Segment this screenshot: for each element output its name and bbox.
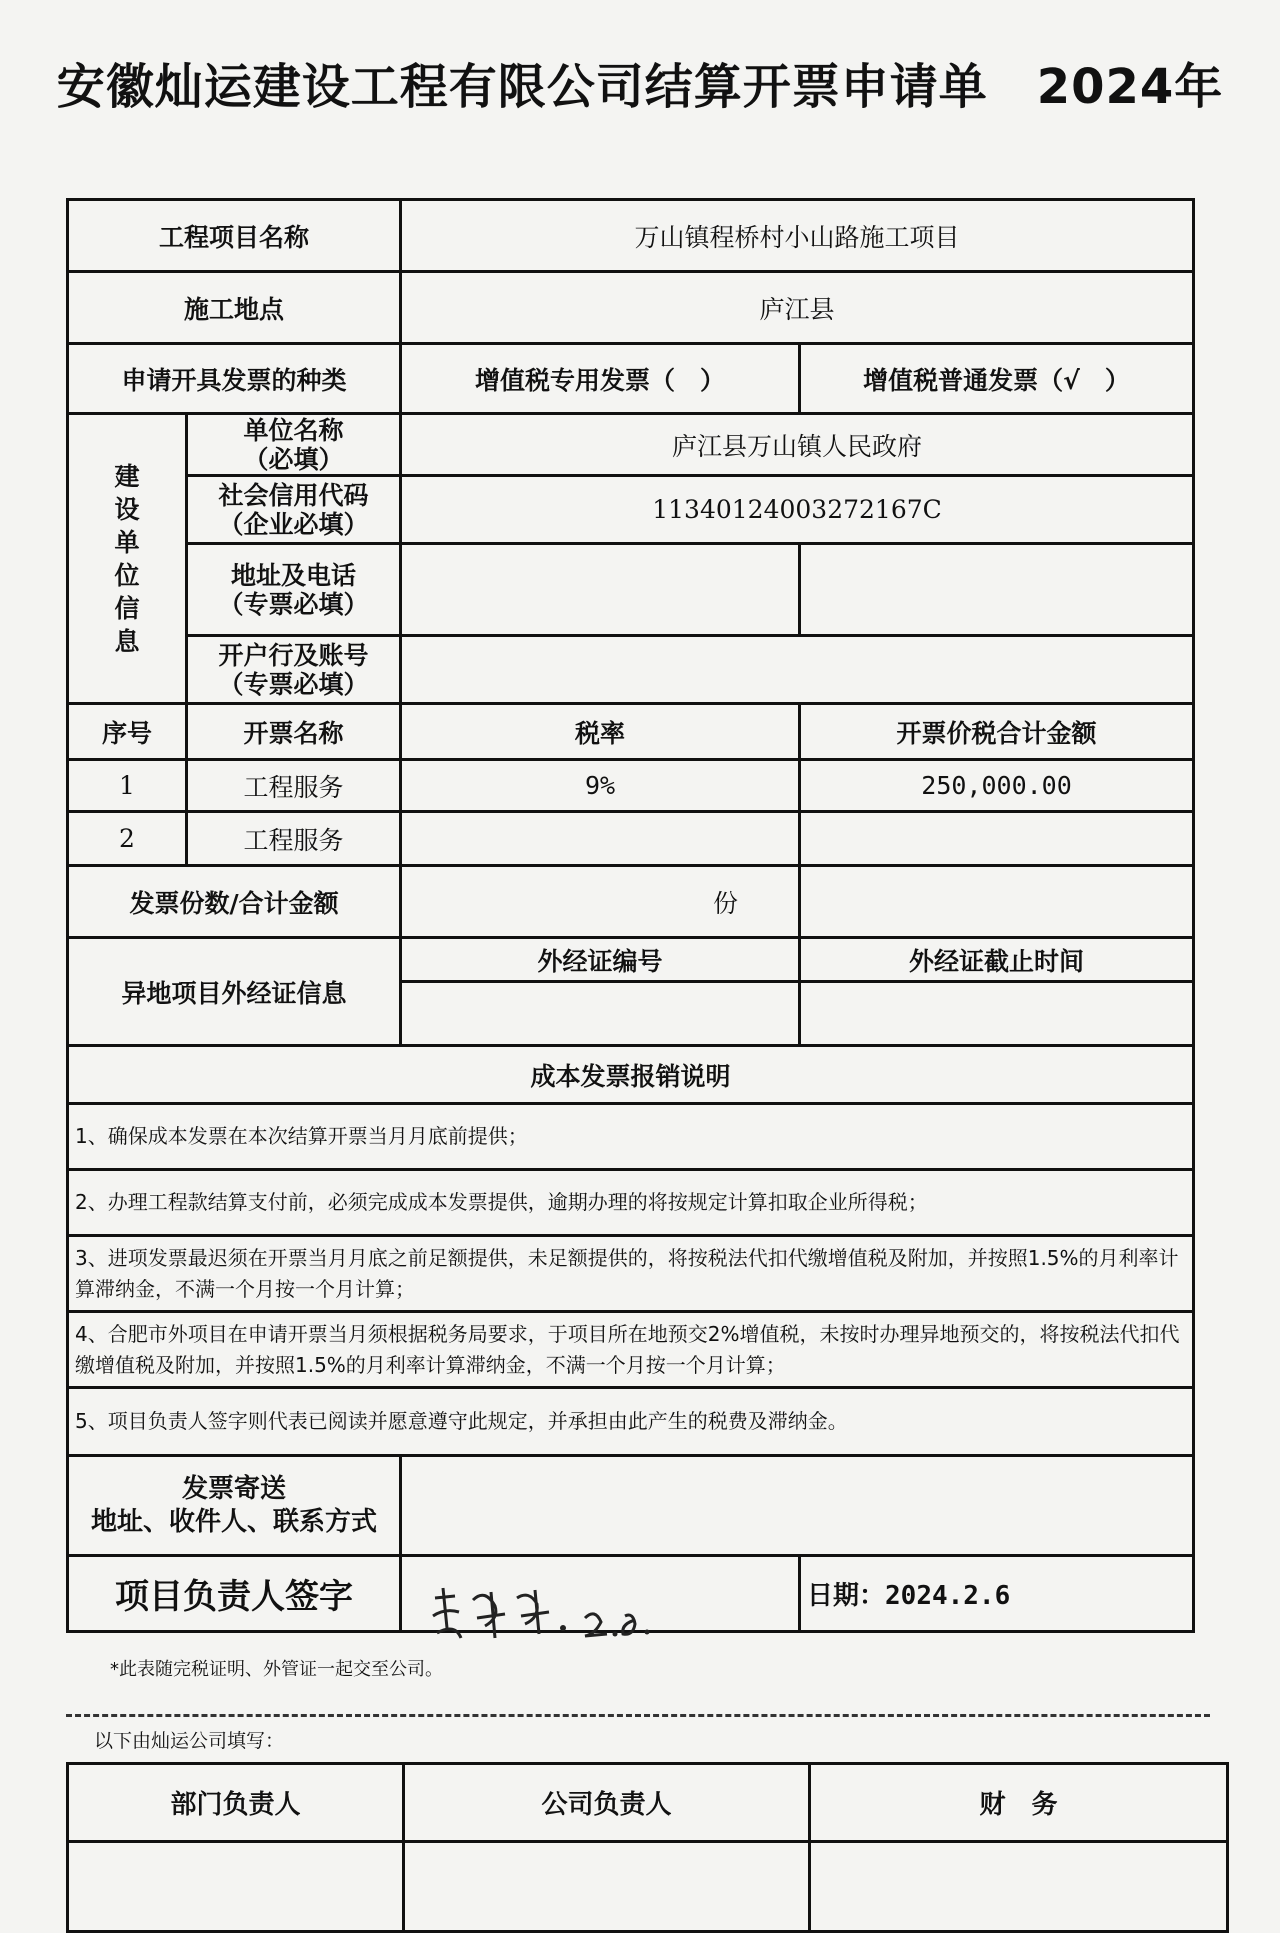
- location-label: 施工地点: [68, 272, 401, 344]
- row-no: 2: [68, 812, 187, 866]
- row-rate: [401, 812, 800, 866]
- credit-code-label: 社会信用代码 （企业必填）: [187, 476, 401, 544]
- credit-code-value: 11340124003272167C: [401, 476, 1194, 544]
- totals-amount: [800, 866, 1194, 938]
- project-name-value: 万山镇程桥村小山路施工项目: [401, 200, 1194, 272]
- row-name: 工程服务: [187, 760, 401, 812]
- project-name-label: 工程项目名称: [68, 200, 401, 272]
- approval-company-head: 公司负责人: [404, 1764, 810, 1842]
- approval-table: [66, 1762, 1229, 1933]
- totals-label: 发票份数/合计金额: [68, 866, 401, 938]
- client-section-text: 建 设 单 位 信 息: [114, 461, 140, 656]
- approval-finance: 财 务: [810, 1764, 1228, 1842]
- delivery-label: 发票寄送 地址、收件人、联系方式: [68, 1456, 401, 1556]
- phone-value: [800, 544, 1194, 636]
- row-no: 1: [68, 760, 187, 812]
- approval-dept-sign: [68, 1842, 404, 1932]
- application-form-table: [66, 198, 1195, 1633]
- bank-label: 开户行及账号 （专票必填）: [187, 636, 401, 704]
- row-amount: [800, 812, 1194, 866]
- delivery-value: [401, 1456, 1194, 1556]
- totals-unit: 份: [401, 866, 800, 938]
- invoice-type-normal: 增值税普通发票（√ ）: [800, 344, 1194, 414]
- notes-title: 成本发票报销说明: [68, 1046, 1194, 1104]
- note-item: 1、确保成本发票在本次结算开票当月月底前提供；: [68, 1104, 1194, 1170]
- note-item: 2、办理工程款结算支付前，必须完成成本发票提供，逾期办理的将按规定计算扣取企业所得税；: [68, 1170, 1194, 1236]
- table-row: [68, 812, 1194, 866]
- header-name: 开票名称: [187, 704, 401, 760]
- invoice-type-special: 增值税专用发票（ ）: [401, 344, 800, 414]
- unit-name-value: 庐江县万山镇人民政府: [401, 414, 1194, 476]
- table-row: [68, 760, 1194, 812]
- row-name: 工程服务: [187, 812, 401, 866]
- client-section-label: [68, 414, 187, 704]
- signature-label: 项目负责人签字: [68, 1556, 401, 1632]
- row-amount: 250,000.00: [800, 760, 1194, 812]
- row-rate: 9%: [401, 760, 800, 812]
- unit-name-label: 单位名称 （必填）: [187, 414, 401, 476]
- page-title: 安徽灿运建设工程有限公司结算开票申请单 2024年: [56, 59, 1224, 115]
- company-fill-label: 以下由灿运公司填写：: [94, 1730, 285, 1752]
- header-no: 序号: [68, 704, 187, 760]
- invoice-type-label: 申请开具发票的种类: [68, 344, 401, 414]
- bank-value: [401, 636, 1194, 704]
- external-deadline-header: 外经证截止时间: [800, 938, 1194, 982]
- header-rate: 税率: [401, 704, 800, 760]
- header-amount: 开票价税合计金额: [800, 704, 1194, 760]
- note-item: 4、合肥市外项目在申请开票当月须根据税务局要求，于项目所在地预交2%增值税，未按时办理异地预交的，将按税法代扣代缴增值税及附加，并按照1.5%的月利率计算滞纳金，不满一个月按一个月计算；: [68, 1312, 1194, 1388]
- external-number-header: 外经证编号: [401, 938, 800, 982]
- signature-date: 日期：2024.2.6: [800, 1556, 1194, 1632]
- location-value: 庐江县: [401, 272, 1194, 344]
- external-deadline-value: [800, 982, 1194, 1046]
- note-item: 5、项目负责人签字则代表已阅读并愿意遵守此规定，并承担由此产生的税费及滞纳金。: [68, 1388, 1194, 1456]
- approval-company-sign: [404, 1842, 810, 1932]
- approval-finance-sign: [810, 1842, 1228, 1932]
- divider: [66, 1714, 1210, 1717]
- external-number-value: [401, 982, 800, 1046]
- address-label: 地址及电话 （专票必填）: [187, 544, 401, 636]
- address-value: [401, 544, 800, 636]
- handwritten-signature: [425, 1578, 665, 1648]
- note-item: 3、进项发票最迟须在开票当月月底之前足额提供，未足额提供的，将按税法代扣代缴增值税及附加，并按照1.5%的月利率计算滞纳金，不满一个月按一个月计算；: [68, 1236, 1194, 1312]
- external-label: 异地项目外经证信息: [68, 938, 401, 1046]
- approval-dept-head: 部门负责人: [68, 1764, 404, 1842]
- footnote: *此表随完税证明、外管证一起交至公司。: [110, 1659, 443, 1680]
